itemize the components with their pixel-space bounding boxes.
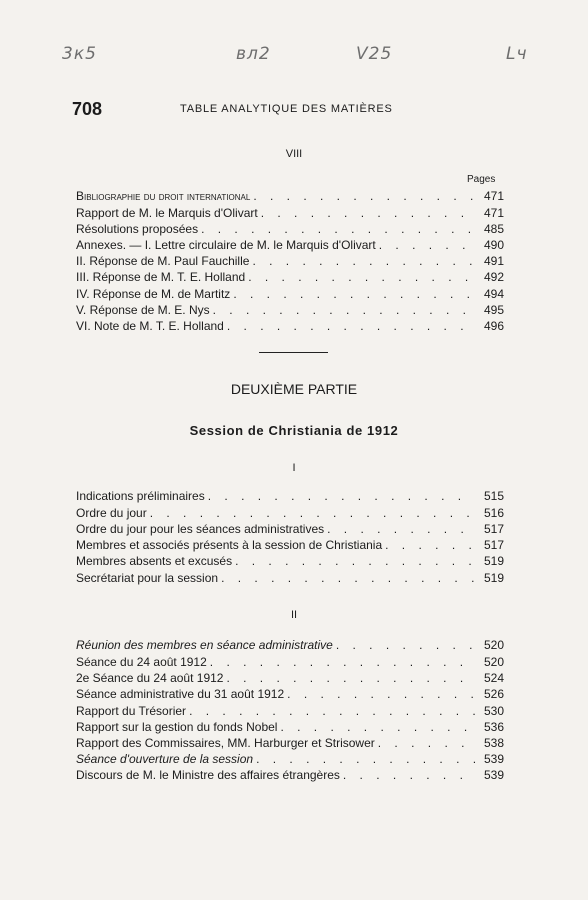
toc-entry-label: VI. Note de M. T. E. Holland (76, 319, 224, 333)
toc-entry (76, 768, 504, 785)
toc-entry-label: Rapport de M. le Marquis d'Olivart (76, 206, 258, 220)
section-ii-numeral: II (290, 609, 298, 621)
toc-entry-page: 538 (483, 736, 504, 750)
session-title: Session de Christiania de 1912 (189, 423, 399, 438)
toc-entry-page: 517 (483, 538, 504, 552)
dot-leader (327, 522, 475, 536)
toc-entry-page: 539 (483, 768, 504, 782)
toc-entry-label: Membres absents et excusés (76, 554, 233, 568)
dot-leader (221, 571, 475, 585)
toc-entry (76, 655, 504, 672)
toc-entry-page: 526 (483, 687, 504, 701)
toc-entry-page: 524 (483, 671, 504, 685)
toc-entry (76, 489, 504, 506)
dot-leader (235, 554, 475, 568)
handwritten-mark-2: вл2 (236, 44, 271, 64)
dot-leader (379, 238, 475, 252)
toc-entry-label: IV. Réponse de M. de Martitz (76, 287, 231, 301)
dot-leader (280, 720, 475, 734)
toc-entry (76, 189, 504, 206)
toc-entry (76, 319, 504, 336)
toc-entry (76, 522, 504, 539)
dot-leader (226, 671, 475, 685)
toc-entry-label: Séance du 24 août 1912 (76, 655, 207, 669)
pages-column-heading: Pages (467, 174, 496, 185)
toc-entry-page: 492 (483, 270, 504, 284)
toc-entry (76, 671, 504, 688)
dot-leader (256, 752, 475, 766)
dot-leader (252, 254, 475, 268)
section-viii-numeral: VIII (285, 148, 303, 160)
dot-leader (343, 768, 475, 782)
toc-entry-label: Indications préliminaires (76, 489, 205, 503)
toc-entry-label: Résolutions proposées (76, 222, 199, 236)
toc-entry-label: Séance administrative du 31 août 1912 (76, 687, 285, 701)
toc-entry-label: Réunion des membres en séance administrative (76, 638, 333, 652)
section-divider-rule (259, 352, 328, 353)
page-number: 708 (72, 99, 103, 119)
toc-entry-page: 494 (483, 287, 504, 301)
dot-leader (150, 506, 475, 520)
toc-entry-page: 536 (483, 720, 504, 734)
handwritten-mark-3: V25 (356, 44, 393, 64)
dot-leader (208, 489, 475, 503)
toc-entry-page: 471 (483, 189, 504, 203)
toc-entry-page: 496 (483, 319, 504, 333)
toc-entry (76, 506, 504, 523)
toc-entry-label: Annexes. — I. Lettre circulaire de M. le Marquis d'Olivart (76, 238, 376, 252)
toc-entry-label: III. Réponse de M. T. E. Holland (76, 270, 246, 284)
toc-entry (76, 538, 504, 555)
toc-entry (76, 270, 504, 287)
toc-entry (76, 303, 504, 320)
toc-entry-page: 539 (483, 752, 504, 766)
handwritten-mark-4: Lч (506, 44, 528, 64)
toc-entry-label: Secrétariat pour la session (76, 571, 219, 585)
handwritten-mark-1: 3к5 (62, 44, 97, 64)
toc-entry (76, 554, 504, 571)
dot-leader (210, 655, 475, 669)
toc-entry-page: 517 (483, 522, 504, 536)
dot-leader (253, 189, 475, 203)
dot-leader (227, 319, 475, 333)
toc-entry-page: 495 (483, 303, 504, 317)
running-title: TABLE ANALYTIQUE DES MATIÈRES (180, 103, 393, 115)
toc-entry (76, 638, 504, 655)
dot-leader (261, 206, 475, 220)
toc-entry-label: Discours de M. le Ministre des affaires étrangères (76, 768, 340, 782)
toc-entry-page: 519 (483, 554, 504, 568)
dot-leader (287, 687, 475, 701)
toc-entry-label: 2e Séance du 24 août 1912 (76, 671, 224, 685)
toc-entry-page: 520 (483, 655, 504, 669)
dot-leader (233, 287, 475, 301)
dot-leader (189, 704, 475, 718)
dot-leader (201, 222, 475, 236)
toc-entry-page: 490 (483, 238, 504, 252)
toc-entry-label: Rapport des Commissaires, MM. Harburger et Strisower (76, 736, 375, 750)
dot-leader (378, 736, 475, 750)
toc-entry-page: 485 (483, 222, 504, 236)
toc-entry (76, 238, 504, 255)
toc-entry (76, 206, 504, 223)
toc-entry-page: 519 (483, 571, 504, 585)
toc-entry-page: 530 (483, 704, 504, 718)
dot-leader (213, 303, 475, 317)
toc-entry-label: Bibliographie du droit international (76, 189, 251, 203)
toc-entry (76, 687, 504, 704)
toc-entry-page: 520 (483, 638, 504, 652)
toc-entry-label: Rapport du Trésorier (76, 704, 187, 718)
toc-entry (76, 736, 504, 753)
dot-leader (336, 638, 475, 652)
toc-entry-label: Membres et associés présents à la session de Christiania (76, 538, 383, 552)
toc-entry-label: II. Réponse de M. Paul Fauchille (76, 254, 250, 268)
toc-entry-page: 471 (483, 206, 504, 220)
toc-entry-label: Séance d'ouverture de la session (76, 752, 254, 766)
toc-entry (76, 720, 504, 737)
toc-entry-label: Rapport sur la gestion du fonds Nobel (76, 720, 278, 734)
toc-entry (76, 752, 504, 769)
toc-entry-page: 516 (483, 506, 504, 520)
toc-entry-label: V. Réponse de M. E. Nys (76, 303, 210, 317)
toc-entry (76, 222, 504, 239)
toc-entry-label: Ordre du jour (76, 506, 147, 520)
toc-entry-label: Ordre du jour pour les séances administratives (76, 522, 325, 536)
dot-leader (248, 270, 475, 284)
toc-entry-page: 491 (483, 254, 504, 268)
dot-leader (385, 538, 475, 552)
part-title: DEUXIÈME PARTIE (230, 381, 358, 397)
toc-entry (76, 704, 504, 721)
section-i-numeral: I (292, 462, 296, 474)
toc-entry (76, 287, 504, 304)
toc-entry-page: 515 (483, 489, 504, 503)
toc-entry (76, 254, 504, 271)
toc-entry (76, 571, 504, 588)
